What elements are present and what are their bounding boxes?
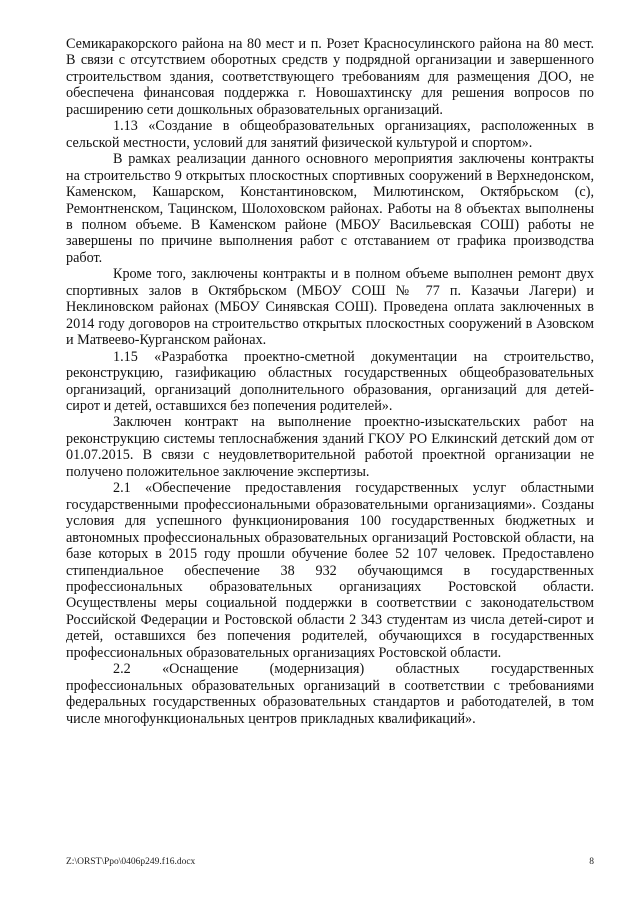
document-page bbox=[66, 36, 594, 727]
paragraph-item-1-15: 1.15 «Разработка проектно-сметной документации на строительство, реконструкцию, газификацию областных государственных общеобразовательных организаций, организаций дополнительного образования, организаций для детей-сирот и детей, оставшихся без попечения родителей». bbox=[66, 348, 594, 414]
page-footer bbox=[66, 856, 594, 870]
paragraph-continued: Семикаракорского района на 80 мест и п. Розет Красносулинского района на 80 мест. В связи с отсутствием оборотных средств у подрядной организации и завершенного строительством здания, соответствующего требованиям для размещения ДОО, не обеспечена финансовая поддержка г. Новошахтинску для решения вопросов по расширению сети дошкольных образовательных организаций. bbox=[66, 36, 594, 118]
paragraph-design-contract: Заключен контракт на выполнение проектно-изыскательских работ на реконструкцию системы теплоснабжения зданий ГКОУ РО Елкинский детский дом от 01.07.2015. В связи с неудовлетворительной работой проектной организации не получено положительное заключение экспертизы. bbox=[66, 414, 594, 480]
paragraph-gym-repair: Кроме того, заключены контракты и в полном объеме выполнен ремонт двух спортивных залов в Октябрьском (МБОУ СОШ № 77 п. Казачьи Лагери) и Неклиновском районах (МБОУ Синявская СОШ). Проведена оплата заключенных в 2014 году договоров на строительство открытых плоскостных сооружений в Азовском и Матвеево-Курганском районах. bbox=[66, 266, 594, 349]
page-number: 8 bbox=[589, 857, 594, 867]
paragraph-item-1-13: 1.13 «Создание в общеобразовательных организациях, расположенных в сельской местности, условий для занятий физической культурой и спортом». bbox=[66, 118, 594, 151]
paragraph-item-2-1: 2.1 «Обеспечение предоставления государственных услуг областными государственными профессиональными образовательными организациями». Созданы условия для успешного функционирования 100 государственных бюджетных и автономных профессиональных образовательных организаций Ростовской области, на базе которых в 2015 году прошли обучение более 52 107 человек. Предоставлено стипендиальное обеспечение 38 932 обучающимся в государственных профессиональных образовательных организациях Ростовской области. Осуществлены меры социальной поддержки в соответствии с законодательством Российской Федерации и Ростовской области 2 343 студентам из числа детей-сирот и детей, оставшихся без попечения родителей, обучающихся в государственных профессиональных образовательных организациях Ростовской области. bbox=[66, 480, 594, 661]
paragraph-item-2-2: 2.2 «Оснащение (модернизация) областных государственных профессиональных образовательных организаций в соответствии с требованиями федеральных государственных образовательных стандартов и работодателей, в том числе многофункциональных центров прикладных квалификаций». bbox=[66, 661, 594, 727]
paragraph-sports-facilities: В рамках реализации данного основного мероприятия заключены контракты на строительство 9 открытых плоскостных спортивных сооружений в Верхнедонском, Каменском, Кашарском, Константиновском, Милютинском, Октябрьском (с), Ремонтненском, Тацинском, Шолоховском районах. Работы на 8 объектах выполнены в полном объеме. В Каменском районе (МБОУ Васильевская СОШ) работы не завершены по причине выполнения работ с отставанием от графика производства работ. bbox=[66, 151, 594, 266]
footer-file-path: Z:\ORST\Ppo\0406p249.f16.docx bbox=[66, 857, 196, 867]
